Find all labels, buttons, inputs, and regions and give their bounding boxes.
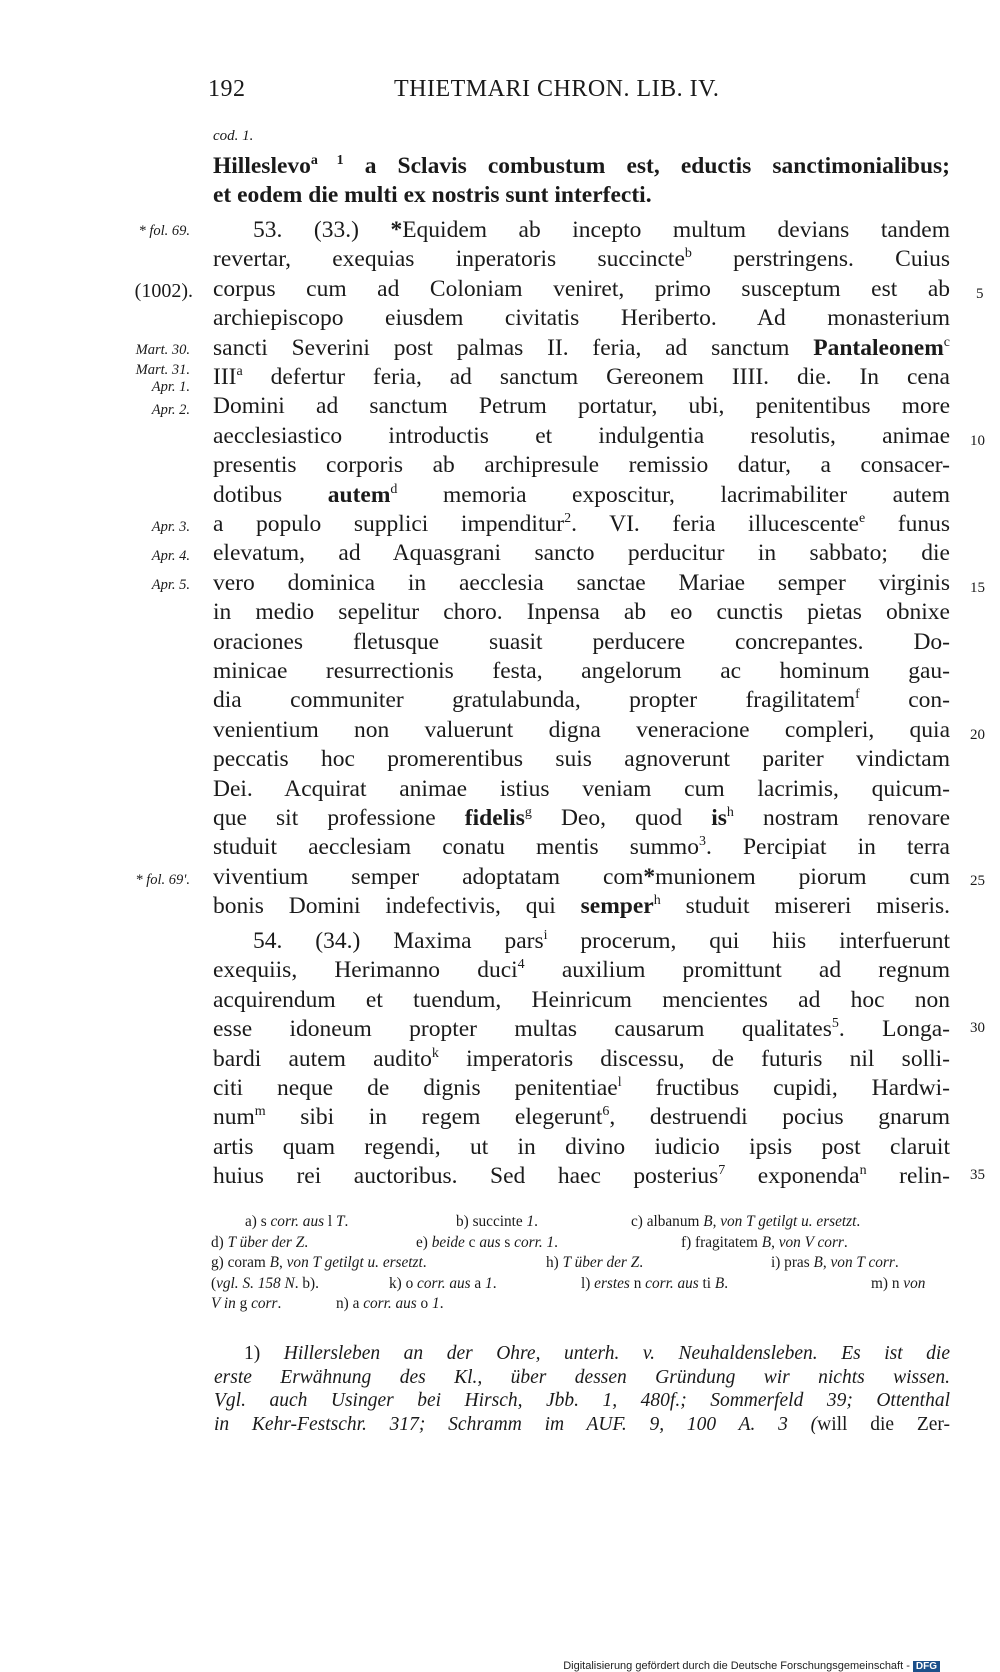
apparatus-note-a: a) s corr. aus l T. [245,1213,349,1230]
margin-mart-30: Mart. 30. [135,342,190,358]
margin-year: (1002). [134,280,193,302]
commentary-line: Vgl. auch Usinger bei Hirsch, Jbb. 1, 480f.; Sommerfeld 39; Ottenthal [214,1390,950,1412]
apparatus-note-h: h) T über der Z. [546,1254,644,1272]
margin-apr-5: Apr. 5. [151,577,190,593]
text-line: archiepiscopo eiusdem civitatis Heriberto. Ad monasterium [213,305,950,332]
margin-apr-2: Apr. 2. [151,402,190,418]
line-number-5: 5 [976,286,984,302]
text-line: dotibus autem$^d$ memoria exposcitur, lacrimabiliter autem [213,481,950,508]
apparatus-note-d: d) T über der Z. [211,1233,309,1251]
margin-fol-69v: * fol. 69'. [135,872,190,888]
text-line: et eodem die multi ex nostris sunt interfecti. [213,182,652,209]
text-line: a populo supplici impenditur$^2$. VI. feria illucescente$^e$ funus [213,511,950,537]
apparatus-note-i-cont: (vgl. S. 158 N. b). [211,1274,319,1292]
text-line: minicae resurrectionis festa, angelorum ac hominum gau- [213,658,950,684]
text-line: presentis corporis ab archipresule remissio datur, a consacer- [213,452,950,479]
apparatus-note-e: e) beide c aus s corr. 1. [416,1233,558,1251]
text-line: bardi autem audito$^k$ imperatoris discessu, de futuris nil solli- [213,1045,950,1072]
apparatus-note-f: f) fragitatem B, von V corr. [681,1233,848,1251]
text-line: huius rei auctoribus. Sed haec posterius$^7$ exponenda$^n$ relin- [213,1163,951,1190]
text-line: studuit aecclesiam conatu mentis summo$^3$. Percipiat in terra [213,834,950,861]
apparatus-note-g: g) coram B, von T getilgt u. ersetzt. [211,1254,427,1272]
source-note: cod. 1. [213,128,254,144]
margin-apr-3: Apr. 3. [151,519,190,535]
text-line: in medio sepelitur choro. Inpensa ab eo cunctis pietas obnixe [213,599,950,626]
text-line: citi neque de dignis penitentiae$^l$ fructibus cupidi, Hardwi- [213,1075,950,1101]
text-line: viventium semper adoptatam com*munionem piorum cum [213,863,950,890]
text-line: oraciones fletusque suasit perducere concrepantes. Do- [213,628,950,655]
text-line: 53. (33.) *Equidem ab incepto multum devians tandem [253,217,951,243]
apparatus-note-l: l) erstes n corr. aus ti B. [581,1274,729,1292]
text-line: acquirendum et tuendum, Heinricum mencientes ad hoc non [213,986,950,1013]
text-line: elevatum, ad Aquasgrani sancto perducitur in sabbato; die [213,540,950,567]
commentary-line: erste Erwähnung des Kl., über dessen Gründung wir nichts wissen. [214,1366,950,1388]
apparatus-note-n: n) a corr. aus o 1. [336,1295,444,1313]
margin-apr-1: Apr. 1. [151,379,190,395]
line-number-30: 30 [970,1020,985,1036]
text-line: Dei. Acquirat animae istius veniam cum lacrimis, quicum- [213,775,950,802]
text-line: venientium non valuerunt digna veneracione compleri, quia [213,716,950,743]
line-number-25: 25 [970,873,985,889]
margin-fol-69: * fol. 69. [138,223,190,239]
line-number-15: 15 [970,580,985,596]
text-line: Domini ad sanctum Petrum portatur, ubi, penitentibus more [213,393,950,420]
text-line: bonis Domini indefectivis, qui semper$^h$ studuit misereri miseris. [213,893,950,920]
dfg-logo-icon: DFG [913,1661,940,1672]
apparatus-note-m: m) n von [871,1274,926,1292]
text-line: num$^m$ sibi in regem elegerunt$^6$, destruendi pocius gnarum [213,1104,950,1131]
text-line: esse idoneum propter multas causarum qualitates$^5$. Longa- [213,1016,950,1043]
line-number-10: 10 [970,433,985,449]
text-line: III$^a$ defertur feria, ad sanctum Gereonem IIII. die. In cena [213,364,950,390]
digitization-credit [563,1660,940,1672]
running-title: THIETMARI CHRON. LIB. IV. [394,76,720,102]
text-line: 54. (34.) Maxima pars$^i$ procerum, qui hiis interfuerunt [253,928,951,954]
text-line: revertar, exequias inperatoris succincte$^b$ perstringens. Cuius [213,246,950,273]
margin-mart-31: Mart. 31. [135,362,190,378]
page-number: 192 [208,76,246,102]
line-number-35: 35 [970,1167,985,1183]
line-number-20: 20 [970,727,985,743]
text-line: peccatis hoc promerentibus suis agnoverunt pariter vindictam [213,746,950,773]
text-line: exequiis, Herimanno duci$^4$ auxilium promittunt ad regnum [213,957,950,984]
apparatus-note-i: i) pras B, von T corr. [771,1254,899,1272]
text-line: sancti Severini post palmas II. feria, ad sanctum Pantaleonem$^c$ [213,334,950,361]
apparatus-note-k: k) o corr. aus a 1. [389,1274,497,1292]
credit-text: Digitalisierung gefördert durch die Deutsche Forschungsgemeinschaft - [563,1660,910,1672]
text-line: corpus cum ad Coloniam veniret, primo susceptum est ab [213,275,950,302]
commentary-line: in Kehr-Festschr. 317; Schramm im AUF. 9, 100 A. 3 (will die Zer- [214,1414,950,1436]
apparatus-note-b: b) succinte 1. [456,1213,538,1230]
margin-apr-4: Apr. 4. [151,548,190,564]
text-line: vero dominica in aecclesia sanctae Mariae semper virginis [213,569,950,596]
text-line: artis quam regendi, ut in divino iudicio ipsis post claruit [213,1133,950,1160]
apparatus-note-c: c) albanum B, von T getilgt u. ersetzt. [631,1213,861,1230]
apparatus-note-m-cont: V in g corr. [211,1295,282,1313]
text-line: Hilleslevo$^{a 1}$ a Sclavis combustum est, eductis sanctimonialibus; [213,153,950,179]
text-line: aecclesiastico introductis et indulgentia resolutis, animae [213,422,950,449]
text-line: dia communiter gratulabunda, propter fragilitatem$^f$ con- [213,687,950,714]
text-line: que sit professione fidelis$^g$ Deo, quod $is^h$ nostram renovare [213,805,951,831]
commentary-line: 1) Hillersleben an der Ohre, unterh. v. Neuhaldensleben. Es ist die [244,1343,950,1364]
